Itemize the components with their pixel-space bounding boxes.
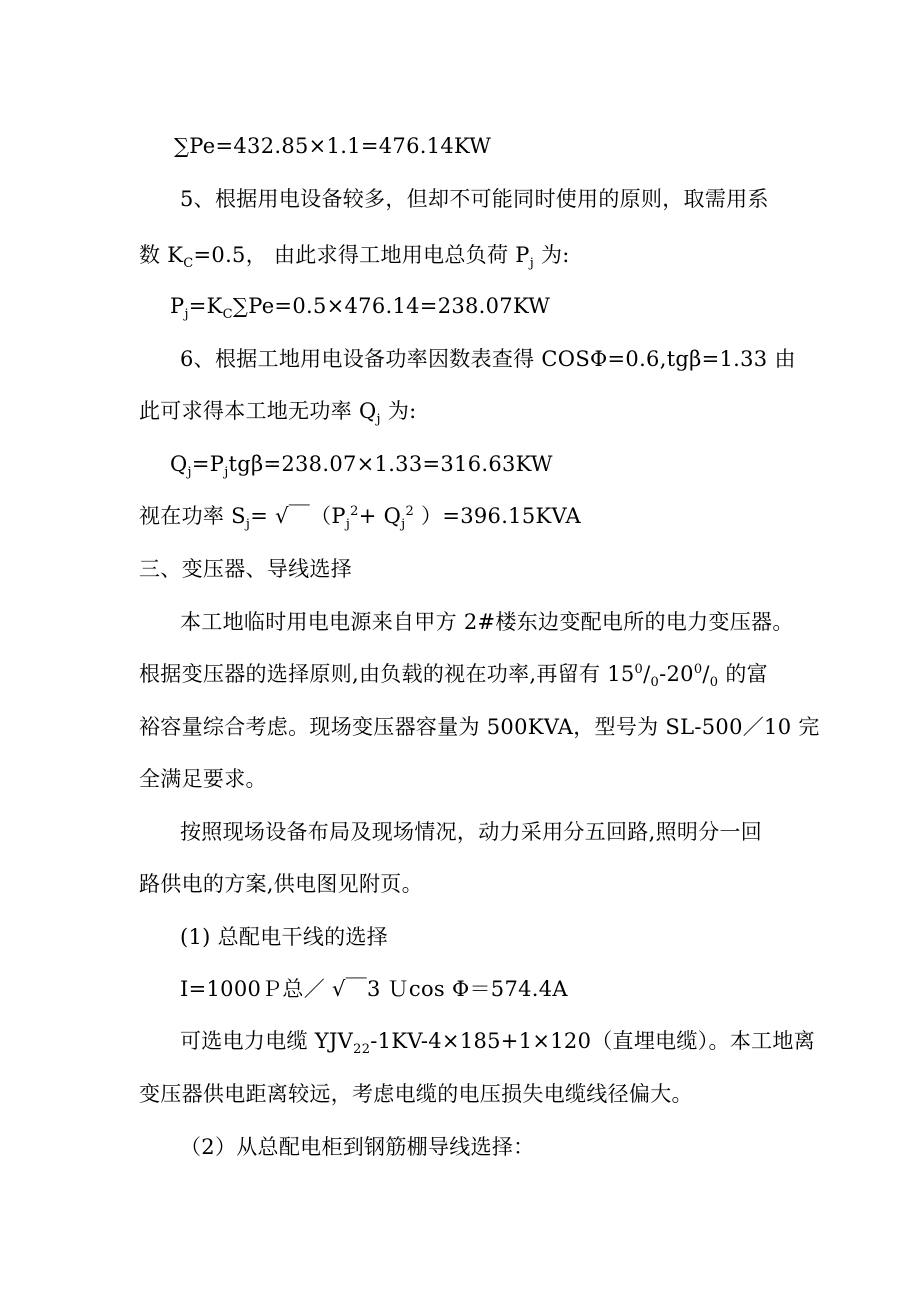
- paragraph-selection-line-2: 裕容量综合考虑。现场变压器容量为 500KVA，型号为 SL-500／10 完: [139, 715, 820, 739]
- formula-pj: $P_j=K_C\sum Pe=0.5\times 476.14=238.07KW$: [170, 294, 551, 323]
- paragraph-selection-line-3: 全满足要求。: [139, 767, 267, 791]
- paragraph-power-source: 本工地临时用电电源来自甲方 2#楼东边变配电所的电力变压器。: [180, 610, 794, 634]
- paragraph-6-line-1: 6、根据工地用电设备功率因数表查得 COSΦ=0.6,tgβ=1.33 由: [180, 347, 796, 371]
- paragraph-layout-line-1: 按照现场设备布局及现场情况，动力采用分五回路,照明分一回: [180, 820, 763, 844]
- section-heading-3: 三、变压器、导线选择: [139, 557, 352, 581]
- paragraph-cable-line-1: 可选电力电缆 $YJV_{22}-1KV-4\times 185+1\times 120$（直埋电缆）。本工地离: [180, 1029, 816, 1058]
- subheading-2: （2）从总配电柜到钢筋棚导线选择：: [180, 1135, 535, 1159]
- paragraph-6-line-2: 此可求得本工地无功率 $Q_j$ 为:: [139, 399, 417, 428]
- paragraph-5-line-1: 5、根据用电设备较多，但却不可能同时使用的原则，取需用系: [180, 187, 769, 211]
- paragraph-selection-line-1: 根据变压器的选择原则,由负载的视在功率,再留有 $15^0/_0-20^0/_0$ 的富: [139, 662, 768, 691]
- formula-current: I=1000Ｐ总／ √￣3 Ｕcos Φ＝574.4A: [180, 977, 568, 1001]
- formula-sj: 视在功率 $S_j=$ √￣（$P_j^2+ Q_j^2$ ）=396.15KVA: [139, 504, 581, 533]
- paragraph-cable-line-2: 变压器供电距离较远，考虑电缆的电压损失电缆线径偏大。: [139, 1082, 693, 1106]
- paragraph-5-line-2: 数 $K_C=0.5$， 由此求得工地用电总负荷 $P_j$ 为:: [139, 243, 570, 272]
- subheading-1: (1) 总配电干线的选择: [180, 925, 389, 949]
- formula-qj: $Q_j=P_jtg\beta=238.07\times 1.33=316.63KW$: [170, 452, 553, 481]
- paragraph-layout-line-2: 路供电的方案,供电图见附页。: [139, 872, 423, 896]
- formula-sum-pe: ∑Pe=432.85×1.1=476.14KW: [174, 134, 492, 158]
